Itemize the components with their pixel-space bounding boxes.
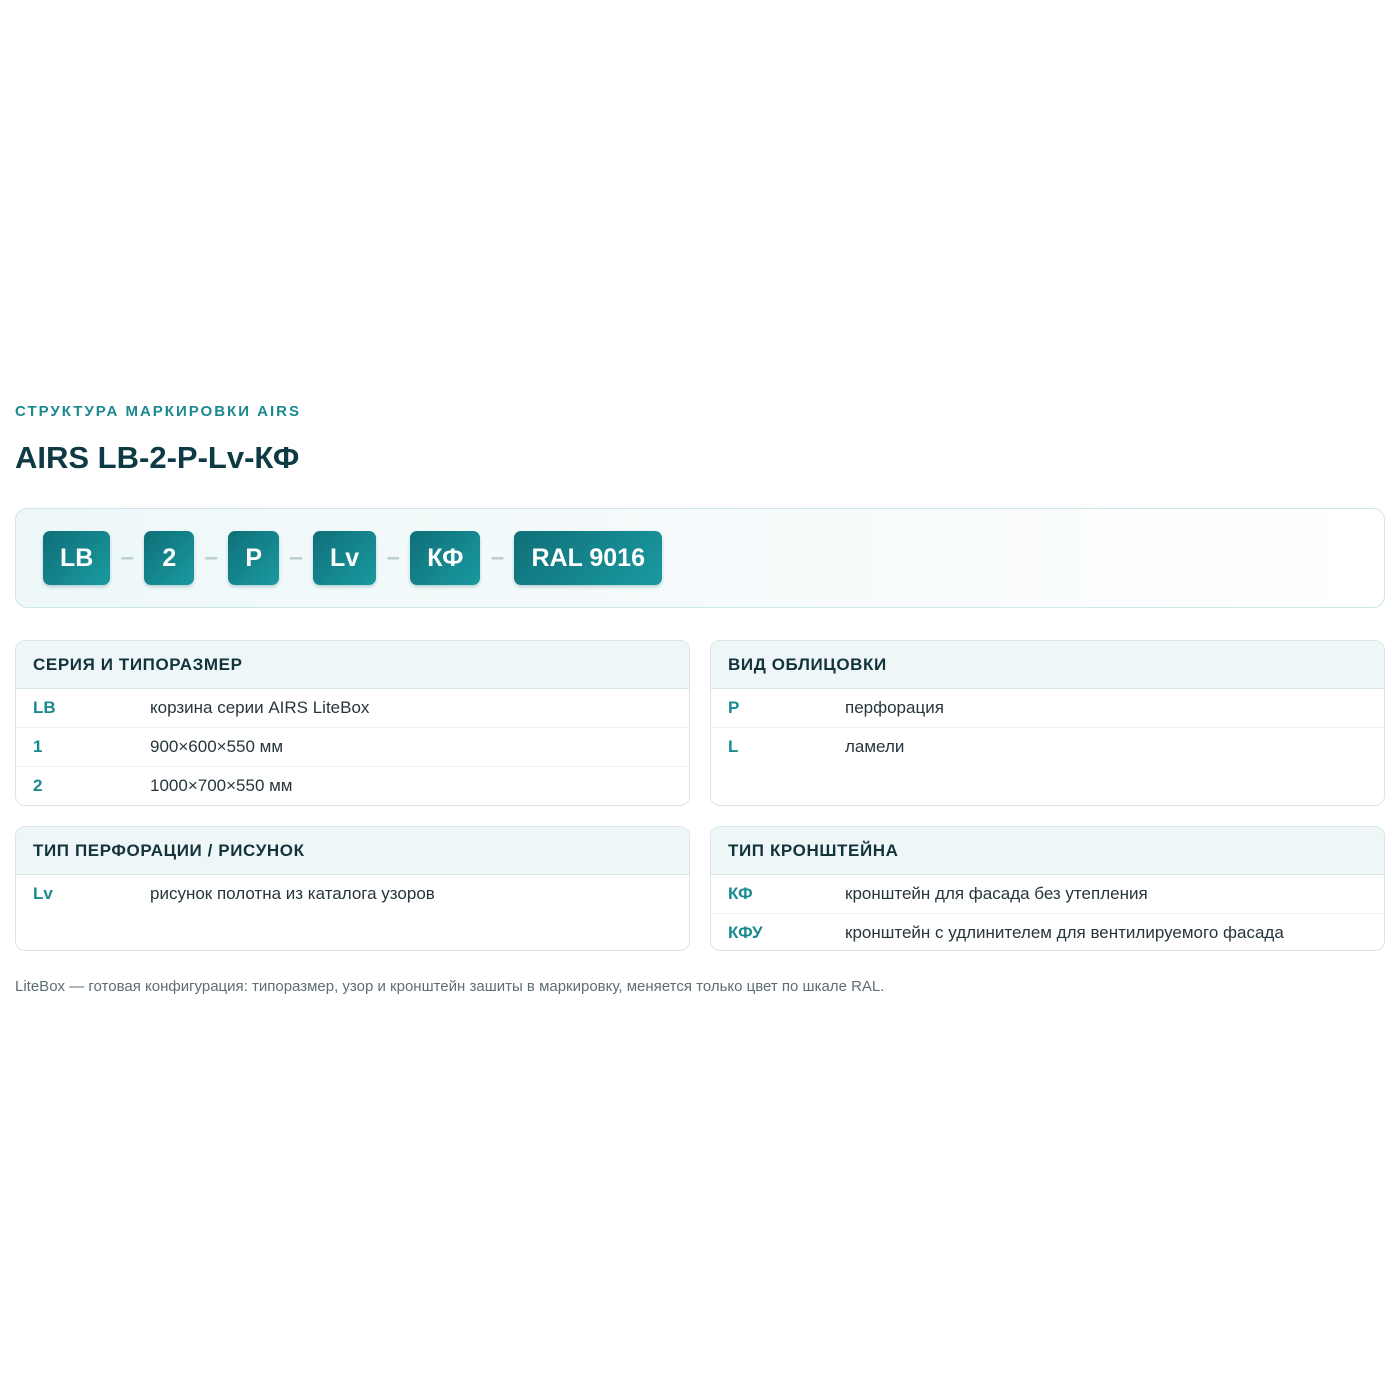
card-title: ТИП КРОНШТЕЙНА [711, 827, 1384, 875]
code-chip-cladding: P [228, 531, 279, 585]
legend-row [16, 728, 689, 767]
legend-code: 1 [33, 737, 43, 756]
card-bracket-type [710, 826, 1385, 951]
footer-note: LiteBox — готовая конфигурация: типоразмер, узор и кронштейн зашиты в маркировку, меняется только цвет по шкале RAL. [15, 978, 885, 995]
legend-description: 900×600×550 мм [150, 737, 284, 756]
legend-grid [15, 640, 1385, 951]
card-title: ТИП ПЕРФОРАЦИИ / РИСУНОК [16, 827, 689, 875]
legend-code: LB [33, 698, 56, 717]
code-chip-series: LB [43, 531, 110, 585]
card-title: ВИД ОБЛИЦОВКИ [711, 641, 1384, 689]
legend-description: рисунок полотна из каталога узоров [150, 884, 435, 903]
legend-row [711, 689, 1384, 728]
marking-structure-section [15, 402, 1385, 995]
legend-description: перфорация [845, 698, 944, 717]
legend-code: КФУ [728, 923, 763, 942]
code-separator: – [289, 544, 303, 571]
legend-description: 1000×700×550 мм [150, 776, 293, 795]
legend-row [711, 914, 1384, 951]
card-series-size [15, 640, 690, 806]
legend-description: кронштейн с удлинителем для вентилируемого фасада [845, 923, 1284, 942]
legend-code: 2 [33, 776, 43, 795]
card-perforation-pattern [15, 826, 690, 951]
legend-row [16, 689, 689, 728]
marking-code-bar [15, 508, 1385, 608]
legend-description: ламели [845, 737, 905, 756]
legend-row [16, 767, 689, 805]
card-cladding-type [710, 640, 1385, 806]
legend-code: P [728, 698, 740, 717]
code-separator: – [204, 544, 218, 571]
code-chip-size: 2 [144, 531, 194, 585]
code-chip-color: RAL 9016 [514, 531, 662, 585]
code-separator: – [490, 544, 505, 571]
legend-row [16, 875, 689, 913]
legend-code: L [728, 737, 739, 756]
card-title: СЕРИЯ И ТИПОРАЗМЕР [16, 641, 689, 689]
code-chip-pattern: Lv [313, 531, 376, 585]
code-chip-bracket: КФ [410, 531, 480, 585]
code-separator: – [120, 544, 134, 571]
legend-row [711, 728, 1384, 766]
page-title: AIRS LB-2-P-Lv-КФ [15, 440, 300, 475]
legend-code: Lv [33, 884, 53, 903]
section-eyebrow: СТРУКТУРА МАРКИРОВКИ AIRS [15, 403, 301, 420]
legend-description: корзина серии AIRS LiteBox [150, 698, 370, 717]
legend-description: кронштейн для фасада без утепления [845, 884, 1148, 903]
code-separator: – [386, 544, 400, 571]
legend-row [711, 875, 1384, 914]
legend-code: КФ [728, 884, 753, 903]
